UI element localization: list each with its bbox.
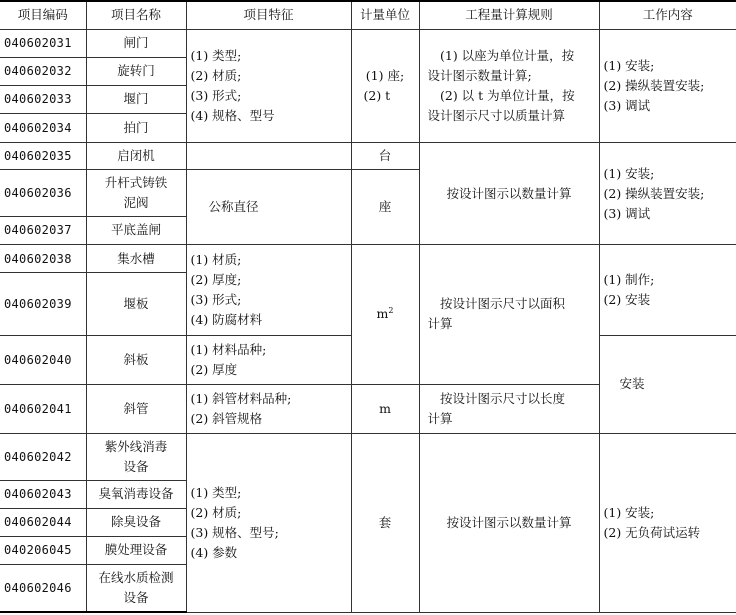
item-name bbox=[86, 434, 186, 480]
item-code: 040602034 bbox=[0, 114, 86, 143]
item-name bbox=[86, 143, 186, 170]
work-line: (2) 安装 bbox=[603, 291, 651, 307]
table-row bbox=[0, 29, 736, 57]
rule-line: 设计图示数量计算; bbox=[427, 67, 532, 83]
item-code: 040602040 bbox=[0, 335, 86, 384]
item-code: 040602042 bbox=[0, 434, 86, 480]
unit-line: (2) t bbox=[363, 87, 391, 103]
item-code: 040602039 bbox=[0, 273, 86, 335]
item-name-line: 旋转门 bbox=[117, 63, 155, 79]
unit-base: m bbox=[376, 306, 389, 322]
item-name-line: 堰板 bbox=[123, 295, 149, 311]
features-line: (1) 材质; bbox=[190, 251, 242, 267]
work-line: (1) 制作; bbox=[603, 271, 655, 287]
unit-line: (1) 座; bbox=[365, 67, 405, 83]
item-name bbox=[86, 508, 186, 536]
work-line: (1) 安装; bbox=[603, 504, 655, 520]
features-line: (3) 形式; bbox=[190, 291, 242, 307]
item-code: 040602038 bbox=[0, 244, 86, 272]
features-cell bbox=[186, 244, 351, 335]
item-name bbox=[86, 85, 186, 113]
header-features: 项目特征 bbox=[186, 1, 351, 29]
item-name bbox=[86, 536, 186, 564]
unit-cell: m bbox=[351, 384, 419, 433]
header-rule: 工程量计算规则 bbox=[419, 1, 599, 29]
item-code: 040602035 bbox=[0, 143, 86, 170]
features-line: (4) 防腐材料 bbox=[190, 311, 263, 327]
unit-cell bbox=[351, 244, 419, 384]
table-row bbox=[0, 143, 736, 170]
features-line: (2) 斜管规格 bbox=[190, 411, 263, 427]
features-line: (3) 形式; bbox=[190, 87, 242, 103]
item-code: 040602046 bbox=[0, 565, 86, 612]
item-code: 040206045 bbox=[0, 536, 86, 564]
header-unit: 计量单位 bbox=[351, 1, 419, 29]
features-line: (3) 规格、型号; bbox=[190, 524, 279, 540]
item-name-line: 闸门 bbox=[123, 35, 149, 51]
work-cell bbox=[599, 244, 736, 335]
features-line: (2) 材质; bbox=[190, 504, 242, 520]
item-name bbox=[86, 57, 186, 85]
features-line: (2) 厚度; bbox=[190, 271, 242, 287]
features-line: (2) 厚度 bbox=[190, 361, 238, 377]
features-cell bbox=[186, 29, 351, 143]
rule-cell: 按设计图示以数量计算 bbox=[419, 434, 599, 612]
unit-cell: 套 bbox=[351, 434, 419, 612]
features-cell bbox=[186, 384, 351, 433]
work-line: (2) 操纵装置安装; bbox=[603, 77, 705, 93]
work-cell bbox=[599, 29, 736, 143]
item-name bbox=[86, 216, 186, 244]
features-line: (1) 斜管材料品种; bbox=[190, 391, 292, 407]
item-name-line: 臭氧消毒设备 bbox=[98, 486, 174, 502]
item-code: 040602036 bbox=[0, 170, 86, 216]
work-cell bbox=[599, 434, 736, 612]
features-cell bbox=[186, 434, 351, 612]
item-code: 040602043 bbox=[0, 480, 86, 508]
table-row bbox=[0, 434, 736, 480]
header-code: 项目编码 bbox=[0, 1, 86, 29]
item-name bbox=[86, 273, 186, 335]
item-name-line: 启闭机 bbox=[117, 148, 155, 164]
item-name bbox=[86, 480, 186, 508]
rule-line: 按设计图示尺寸以面积 bbox=[440, 296, 566, 312]
item-name-line: 在线水质检测 bbox=[98, 570, 174, 586]
item-name bbox=[86, 244, 186, 272]
item-code: 040602032 bbox=[0, 57, 86, 85]
header-name: 项目名称 bbox=[86, 1, 186, 29]
item-name-line: 泥阀 bbox=[123, 195, 149, 211]
item-code: 040602037 bbox=[0, 216, 86, 244]
rule-line: 计算 bbox=[427, 411, 453, 427]
rule-line: 设计图示尺寸以质量计算 bbox=[427, 107, 566, 123]
features-line: (4) 规格、型号 bbox=[190, 107, 275, 123]
rule-line: 计算 bbox=[427, 316, 453, 332]
features-line: (1) 类型; bbox=[190, 484, 242, 500]
item-name-line: 斜管 bbox=[123, 401, 149, 417]
work-line: (3) 调试 bbox=[603, 97, 651, 113]
item-code: 040602033 bbox=[0, 85, 86, 113]
features-cell bbox=[186, 335, 351, 384]
item-name-line: 除臭设备 bbox=[110, 514, 161, 530]
rule-cell bbox=[419, 384, 599, 433]
item-name-line: 斜板 bbox=[123, 351, 149, 367]
table-row bbox=[0, 244, 736, 272]
rule-line: 按设计图示尺寸以长度 bbox=[440, 391, 566, 407]
features-cell-empty bbox=[186, 143, 351, 170]
item-name bbox=[86, 565, 186, 612]
header-work: 工作内容 bbox=[599, 1, 736, 29]
work-line: (1) 安装; bbox=[603, 57, 655, 73]
work-cell: 安装 bbox=[599, 335, 736, 434]
work-line: (2) 操纵装置安装; bbox=[603, 185, 705, 201]
unit-cell: 台 bbox=[351, 143, 419, 170]
header-row bbox=[0, 1, 736, 29]
work-line: (3) 调试 bbox=[603, 205, 651, 221]
item-name bbox=[86, 114, 186, 143]
item-name bbox=[86, 170, 186, 216]
work-line: (2) 无负荷试运转 bbox=[603, 524, 701, 540]
item-name-line: 平底盖闸 bbox=[110, 222, 161, 238]
features-cell: 公称直径 bbox=[186, 170, 351, 245]
item-name-line: 紫外线消毒 bbox=[104, 438, 168, 454]
rule-line: (2) 以 t 为单位计量，按 bbox=[440, 87, 575, 103]
item-name bbox=[86, 29, 186, 57]
features-line: (2) 材质; bbox=[190, 67, 242, 83]
item-code: 040602041 bbox=[0, 384, 86, 433]
features-line: (4) 参数 bbox=[190, 544, 238, 560]
rule-cell bbox=[419, 29, 599, 143]
item-name-line: 集水槽 bbox=[117, 250, 155, 266]
item-name bbox=[86, 335, 186, 384]
rule-cell bbox=[419, 244, 599, 384]
features-line: (1) 材料品种; bbox=[190, 341, 267, 357]
item-code: 040602044 bbox=[0, 508, 86, 536]
item-name bbox=[86, 384, 186, 433]
rule-cell: 按设计图示以数量计算 bbox=[419, 143, 599, 245]
unit-superscript: 2 bbox=[388, 306, 394, 316]
features-line: (1) 类型; bbox=[190, 47, 242, 63]
item-name-line: 设备 bbox=[123, 458, 149, 474]
unit-cell: 座 bbox=[351, 170, 419, 245]
work-line: (1) 安装; bbox=[603, 165, 655, 181]
rule-line: (1) 以座为单位计量，按 bbox=[440, 47, 575, 63]
item-name-line: 拍门 bbox=[123, 120, 149, 136]
item-name-line: 升杆式铸铁 bbox=[104, 175, 168, 191]
item-code: 040602031 bbox=[0, 29, 86, 57]
work-cell bbox=[599, 143, 736, 245]
item-name-line: 设备 bbox=[123, 590, 149, 606]
item-name-line: 膜处理设备 bbox=[104, 542, 168, 558]
item-name-line: 堰门 bbox=[123, 91, 149, 107]
unit-cell bbox=[351, 29, 419, 143]
